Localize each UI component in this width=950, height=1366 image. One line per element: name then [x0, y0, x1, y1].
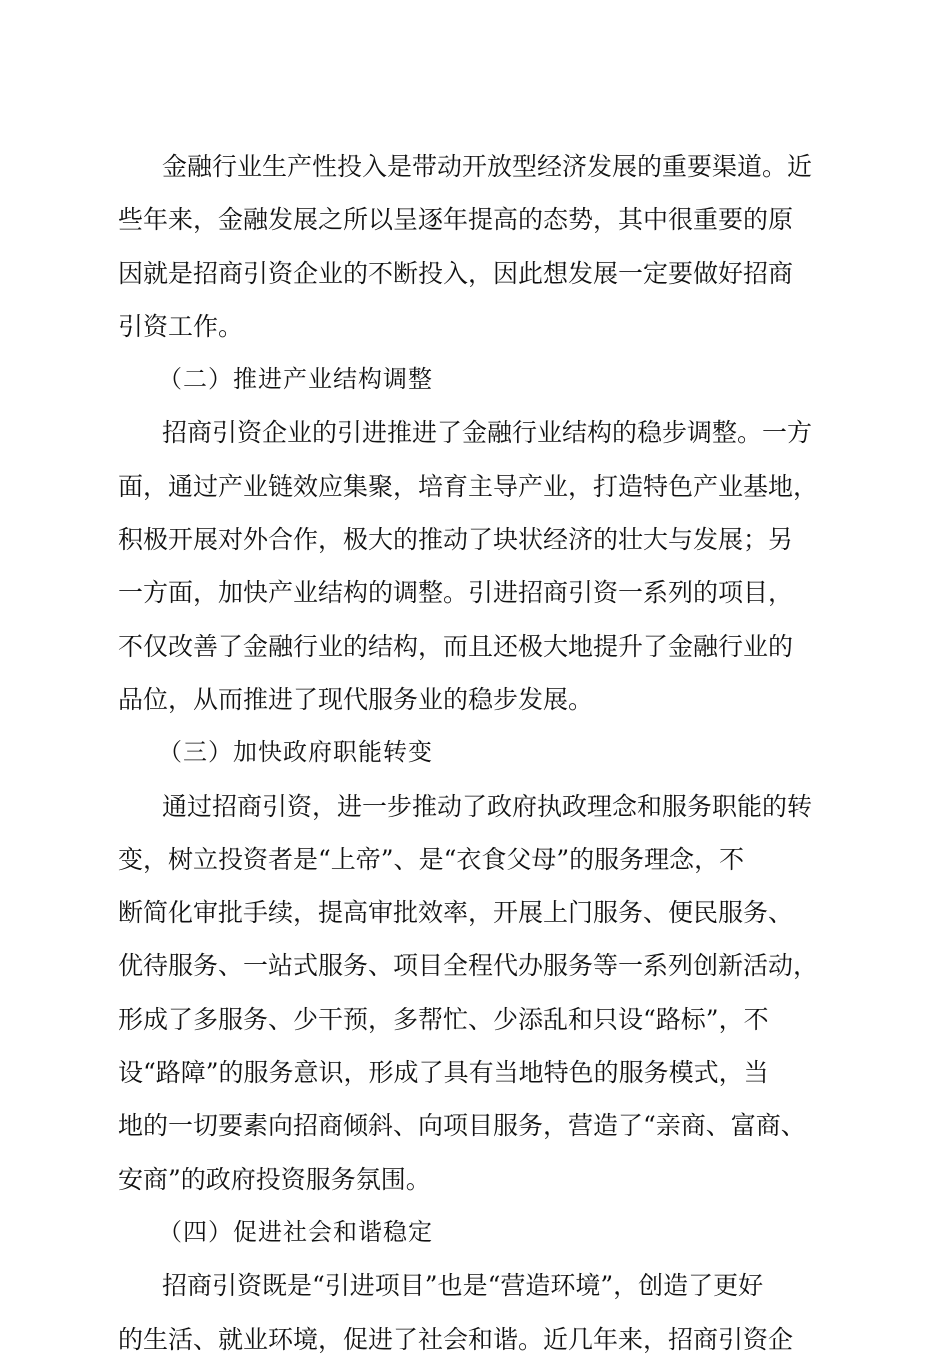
paragraph-line: 形成了多服务、少干预，多帮忙、少添乱和只设“路标”，不 [118, 1004, 769, 1034]
paragraph-line: 断简化审批手续，提高审批效率，开展上门服务、便民服务、 [118, 898, 794, 928]
paragraph-line: 金融行业生产性投入是带动开放型经济发展的重要渠道。近 [162, 152, 813, 181]
paragraph-line: 引资工作。 [118, 311, 244, 341]
paragraph-line: 变，树立投资者是“上帝”、是“衣食父母”的服务理念，不 [118, 844, 745, 874]
paragraph-line: 品位，从而推进了现代服务业的稳步发展。 [118, 684, 594, 714]
paragraph-line: 招商引资既是“引进项目”也是“营造环境”，创造了更好 [162, 1271, 764, 1301]
section-heading: （三）加快政府职能转变 [158, 738, 433, 767]
paragraph-line: 招商引资企业的引进推进了金融行业结构的稳步调整。一方 [162, 418, 813, 448]
paragraph-line: 通过招商引资，进一步推动了政府执政理念和服务职能的转 [162, 791, 813, 821]
paragraph-line: 安商”的政府投资服务氛围。 [118, 1164, 431, 1194]
paragraph-line: 不仅改善了金融行业的结构，而且还极大地提升了金融行业的 [118, 631, 794, 661]
paragraph-line: 些年来，金融发展之所以呈逐年提高的态势，其中很重要的原 [118, 205, 794, 235]
paragraph-line: 因就是招商引资企业的不断投入，因此想发展一定要做好招商 [118, 258, 794, 288]
paragraph-line: 一方面，加快产业结构的调整。引进招商引资一系列的项目， [118, 578, 794, 608]
section-heading: （四）促进社会和谐稳定 [158, 1217, 433, 1246]
paragraph-line: 优待服务、一站式服务、项目全程代办服务等一系列创新活动， [118, 951, 819, 981]
section-heading: （二）推进产业结构调整 [158, 365, 433, 394]
document-body [118, 140, 830, 1366]
paragraph-line: 的生活、就业环境，促进了社会和谐。近几年来，招商引资企 [118, 1324, 794, 1354]
paragraph-line: 设“路障”的服务意识，形成了具有当地特色的服务模式，当 [118, 1058, 769, 1088]
paragraph-line: 面，通过产业链效应集聚，培育主导产业，打造特色产业基地， [118, 471, 819, 501]
paragraph-line: 积极开展对外合作，极大的推动了块状经济的壮大与发展；另 [118, 525, 794, 555]
paragraph-line: 地的一切要素向招商倾斜、向项目服务，营造了“亲商、富商、 [118, 1111, 806, 1141]
